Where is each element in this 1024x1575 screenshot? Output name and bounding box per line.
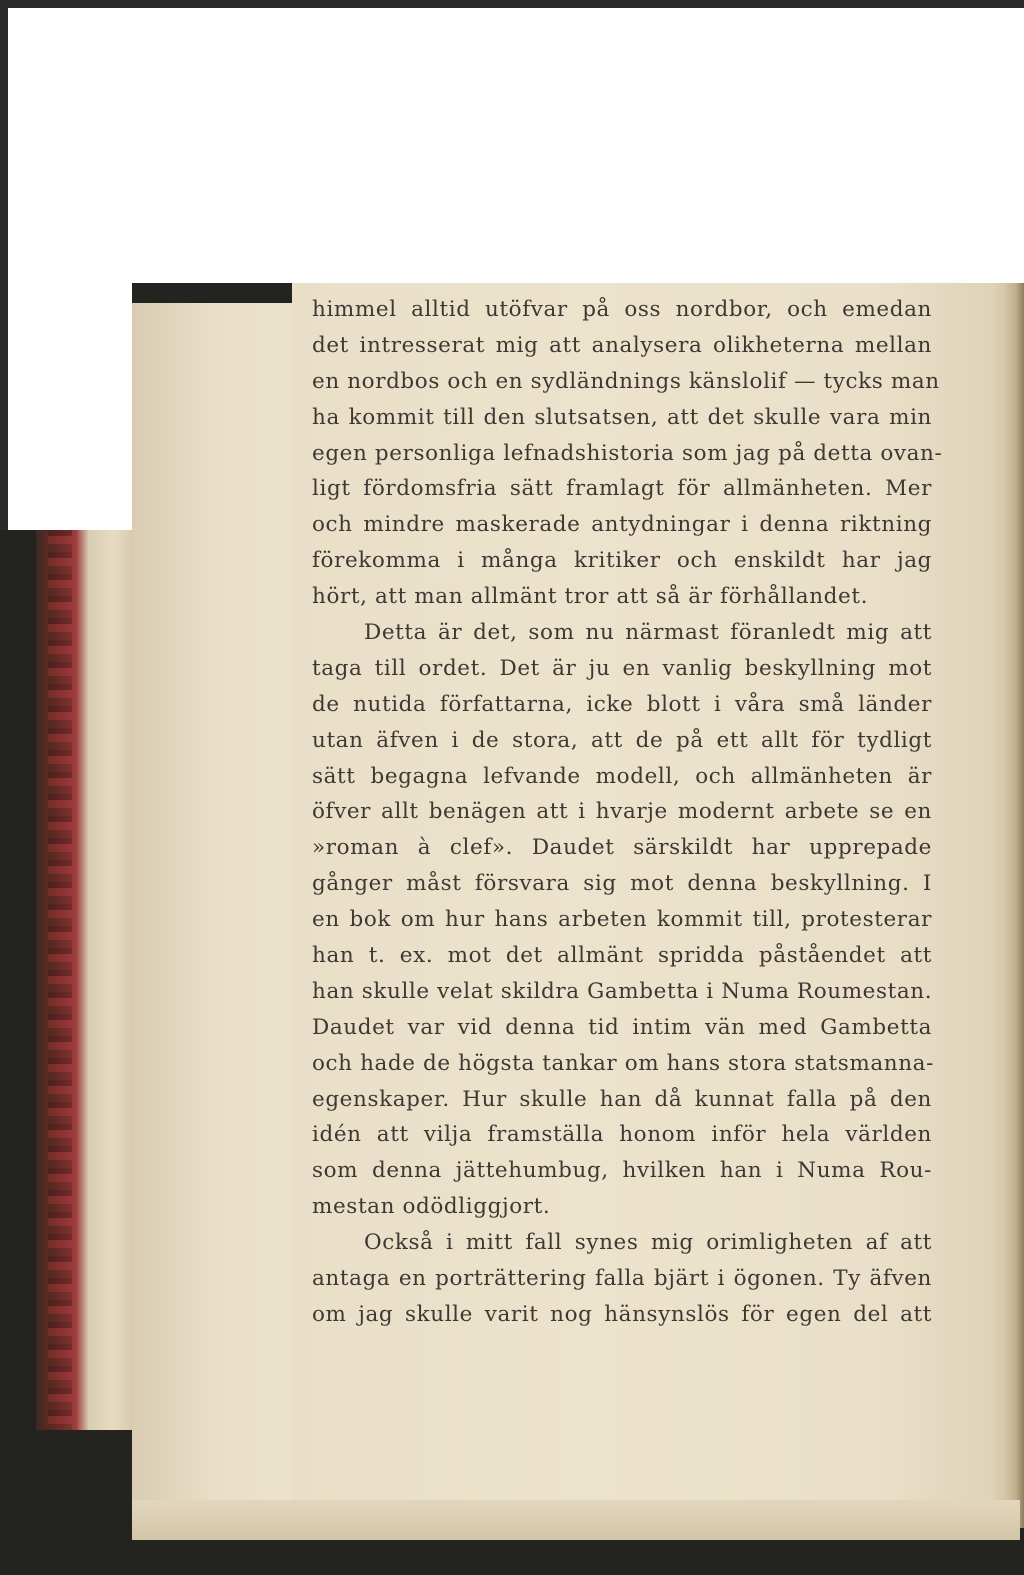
- text-line: Detta är det, som nu närmast föranledt mig att: [364, 620, 932, 646]
- page-right-edge: [1004, 283, 1024, 1528]
- text-line: egen personliga lefnadshistoria som jag på detta ovan-: [312, 440, 943, 466]
- text-line: som denna jättehumbug, hvilken han i Numa Rou-: [312, 1158, 932, 1184]
- text-line: Också i mitt fall synes mig orimligheten af att: [364, 1230, 932, 1256]
- text-line: och mindre maskerade antydningar i denna riktning: [312, 512, 932, 538]
- text-line: om jag skulle varit nog hänsynslös för egen del att: [312, 1301, 932, 1327]
- page-bottom-edge: [132, 1500, 1020, 1540]
- text-line: egenskaper. Hur skulle han då kunnat falla på den: [312, 1086, 932, 1112]
- text-line: ligt fördomsfria sätt framlagt för allmänheten. Mer: [312, 476, 932, 502]
- page-text: [312, 292, 943, 1333]
- text-line: antaga en porträttering falla bjärt i ögonen. Ty äfven: [312, 1266, 932, 1292]
- paragraph-3: [312, 1225, 932, 1333]
- text-line: mestan odödliggjort.: [312, 1194, 551, 1220]
- text-line: förekomma i många kritiker och enskildt har jag: [312, 548, 932, 574]
- text-line: han skulle velat skildra Gambetta i Numa Roumestan.: [312, 978, 933, 1004]
- scan-border-top: [0, 0, 1024, 8]
- text-line: de nutida författarna, icke blott i våra små länder: [312, 691, 932, 717]
- underlying-page: [132, 303, 302, 1533]
- text-line: han t. ex. mot det allmänt spridda påståendet att: [312, 943, 932, 969]
- text-line: gånger måst försvara sig mot denna beskyllning. I: [312, 871, 932, 897]
- text-line: hört, att man allmänt tror att så är förhållandet.: [312, 584, 869, 610]
- text-line: Daudet var vid denna tid intim vän med Gambetta: [312, 1014, 932, 1040]
- text-line: taga till ordet. Det är ju en vanlig beskyllning mot: [312, 655, 932, 681]
- text-line: utan äfven i de stora, att de på ett allt för tydligt: [312, 727, 932, 753]
- text-line: ha kommit till den slutsatsen, att det skulle vara min: [312, 404, 932, 430]
- text-line: en bok om hur hans arbeten kommit till, protesterar: [312, 907, 932, 933]
- text-line: »roman à clef». Daudet särskildt har upprepade: [312, 835, 932, 861]
- paragraph-1: [312, 292, 943, 615]
- book-spine-edge: [36, 530, 132, 1430]
- text-line: en nordbos och en sydländnings känslolif — tycks man: [312, 368, 940, 394]
- text-line: det intresserat mig att analysera olikheterna mellan: [312, 332, 932, 358]
- scan-border-left: [0, 0, 8, 530]
- text-line: sätt begagna lefvande modell, och allmänheten är: [312, 763, 932, 789]
- paragraph-2: [312, 615, 932, 1225]
- text-line: öfver allt benägen att i hvarje modernt arbete se en: [312, 799, 932, 825]
- blank-margin-left: [8, 283, 132, 530]
- blank-margin-top: [8, 8, 1024, 283]
- text-line: och hade de högsta tankar om hans stora statsmanna-: [312, 1050, 934, 1076]
- text-line: himmel alltid utöfvar på oss nordbor, och emedan: [312, 297, 932, 322]
- text-line: idén att vilja framställa honom inför hela världen: [312, 1122, 932, 1148]
